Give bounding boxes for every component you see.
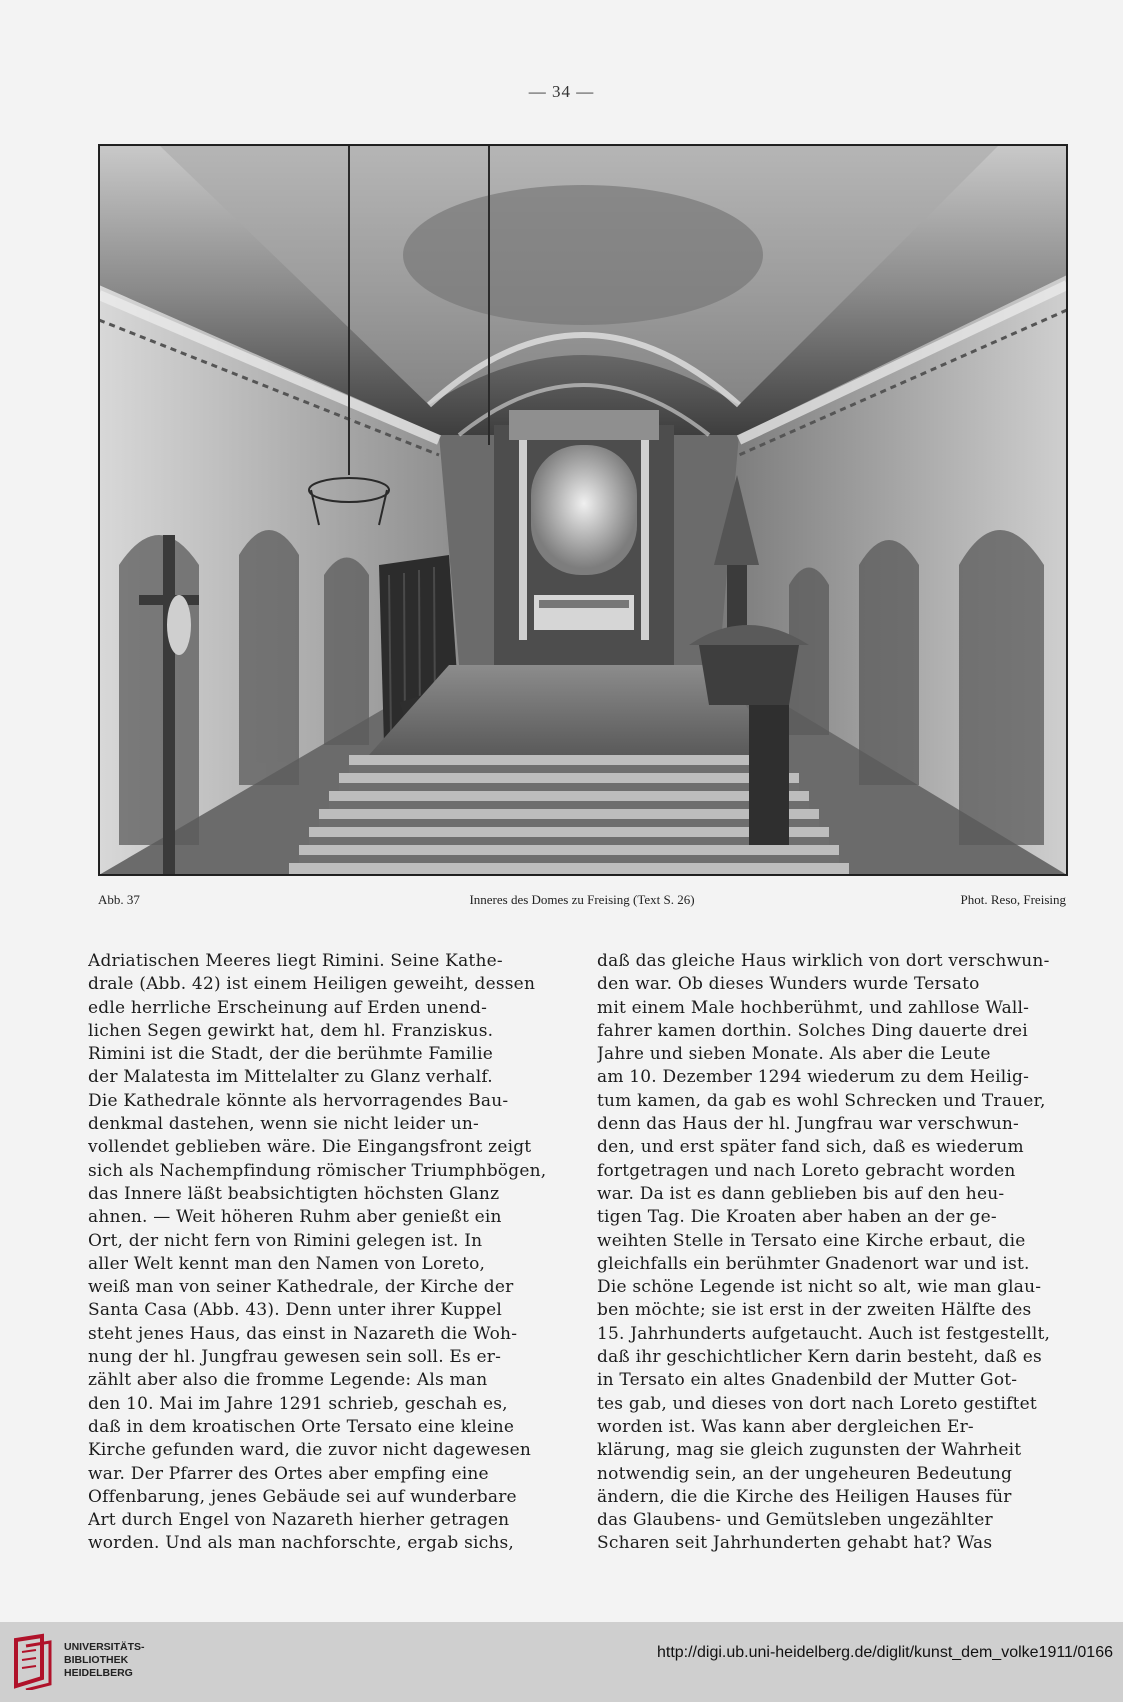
text-line: daß das gleiche Haus wirklich von dort verschwun- [597, 951, 1050, 971]
photo-credit: Phot. Reso, Freising [960, 892, 1066, 907]
text-line: denkmal dastehen, wenn sie nicht leider un- [88, 1114, 479, 1135]
text-line: der Malatesta im Mittelalter zu Glanz verhalf. [88, 1067, 493, 1088]
text-line: klärung, mag sie gleich zugunsten der Wahrheit [597, 1440, 1022, 1461]
text-line: das Innere läßt beabsichtigten höchsten Glanz [88, 1183, 500, 1204]
text-line: Offenbarung, jenes Gebäude sei auf wunderbare [88, 1486, 517, 1507]
text-line: in Tersato ein altes Gnadenbild der Mutter Got- [597, 1370, 1018, 1391]
text-line: Jahre und sieben Monate. Als aber die Leute [597, 1044, 991, 1065]
text-line: aller Welt kennt man den Namen von Loreto, [88, 1253, 486, 1274]
text-line: notwendig sein, an der ungeheuren Bedeutung [597, 1463, 1013, 1484]
text-line: steht jenes Haus, das einst in Nazareth die Woh- [88, 1323, 518, 1344]
text-line: Rimini ist die Stadt, der die berühmte Familie [88, 1044, 494, 1065]
cathedral-interior-photo [98, 144, 1068, 876]
page-number: — 34 — [528, 82, 595, 101]
text-line: den, und erst später fand sich, daß es wiederum [597, 1137, 1024, 1158]
text-line: tigen Tag. Die Kroaten aber haben an der ge- [597, 1207, 997, 1228]
document-url-link[interactable]: http://digi.ub.uni-heidelberg.de/diglit/kunst_dem_volke1911/0166 [656, 1644, 1113, 1661]
figure-caption [98, 892, 1066, 910]
text-line: den 10. Mai im Jahre 1291 schrieb, geschah es, [88, 1393, 508, 1414]
text-line: daß ihr geschichtlicher Kern darin besteht, daß es [597, 1347, 1042, 1368]
figure-number: Abb. 37 [98, 892, 140, 907]
text-line: daß in dem kroatischen Orte Tersato eine kleine [88, 1416, 515, 1437]
text-line: das Glaubens- und Gemütsleben ungezählter [597, 1510, 993, 1531]
text-line: zählt aber also die fromme Legende: Als man [88, 1370, 488, 1391]
text-line: Adriatischen Meeres liegt Rimini. Seine Kathe- [88, 951, 503, 971]
text-line: den war. Ob dieses Wunders wurde Tersato [597, 974, 980, 995]
text-line: drale (Abb. 42) ist einem Heiligen geweiht, dessen [88, 974, 536, 995]
text-line: weihten Stelle in Tersato eine Kirche erbaut, die [597, 1230, 1026, 1251]
text-line: tum kamen, da gab es wohl Schrecken und Trauer, [597, 1090, 1046, 1111]
text-line: war. Da ist es dann geblieben bis auf den heu- [597, 1183, 1005, 1204]
text-line: denn das Haus der hl. Jungfrau war verschwun- [597, 1114, 1019, 1135]
text-line: weiß man von seiner Kathedrale, der Kirche der [88, 1277, 514, 1298]
text-line: Die schöne Legende ist nicht so alt, wie man glau- [597, 1277, 1042, 1298]
viewer-footer [0, 1622, 1123, 1702]
text-line: Santa Casa (Abb. 43). Denn unter ihrer Kuppel [88, 1300, 503, 1321]
text-line: Kirche gefunden ward, die zuvor nicht dagewesen [88, 1440, 531, 1461]
text-line: ben möchte; sie ist erst in der zweiten Hälfte des [597, 1300, 1032, 1321]
figure-title: Inneres des Domes zu Freising (Text S. 26) [469, 892, 695, 907]
library-name: UNIVERSITÄTS- BIBLIOTHEK HEIDELBERG [64, 1641, 145, 1679]
text-line: tes gab, und dieses von dort nach Loreto gestiftet [597, 1393, 1037, 1414]
text-line: am 10. Dezember 1294 wiederum zu dem Heilig- [597, 1067, 1030, 1088]
text-line: Die Kathedrale könnte als hervorragendes Bau- [88, 1090, 509, 1111]
left-text-column [88, 950, 550, 1556]
text-line: edle herrliche Erscheinung auf Erden unend- [88, 997, 488, 1018]
text-line: sich als Nachempfindung römischer Triumphbögen, [88, 1160, 547, 1181]
text-line: mit einem Male hochberühmt, und zahllose Wall- [597, 997, 1030, 1018]
text-line: lichen Segen gewirkt hat, dem hl. Franziskus. [88, 1020, 494, 1041]
text-line: vollendet geblieben wäre. Die Eingangsfront zeigt [88, 1137, 532, 1158]
library-logo-icon [12, 1632, 56, 1690]
right-text-column [597, 950, 1060, 1556]
text-line: fortgetragen und nach Loreto gebracht worden [597, 1160, 1016, 1181]
text-line: Scharen seit Jahrhunderten gehabt hat? Was [597, 1533, 993, 1554]
text-line: gleichfalls ein berühmter Gnadenort war und ist. [597, 1253, 1030, 1274]
text-line: worden ist. Was kann aber dergleichen Er- [597, 1416, 974, 1437]
text-line: Ort, der nicht fern von Rimini gelegen ist. In [88, 1230, 483, 1251]
text-line: ändern, die die Kirche des Heiligen Hauses für [597, 1486, 1012, 1507]
text-line: worden. Und als man nachforschte, ergab sichs, [88, 1533, 515, 1554]
text-line: war. Der Pfarrer des Ortes aber empfing eine [88, 1463, 489, 1484]
text-line: nung der hl. Jungfrau gewesen sein soll. Es er- [88, 1347, 502, 1368]
text-line: Art durch Engel von Nazareth hierher getragen [88, 1510, 510, 1531]
text-line: ahnen. — Weit höheren Ruhm aber genießt ein [88, 1207, 502, 1228]
text-line: 15. Jahrhunderts aufgetaucht. Auch ist festgestellt, [597, 1323, 1051, 1344]
text-line: fahrer kamen dorthin. Solches Ding dauerte drei [597, 1020, 1028, 1041]
